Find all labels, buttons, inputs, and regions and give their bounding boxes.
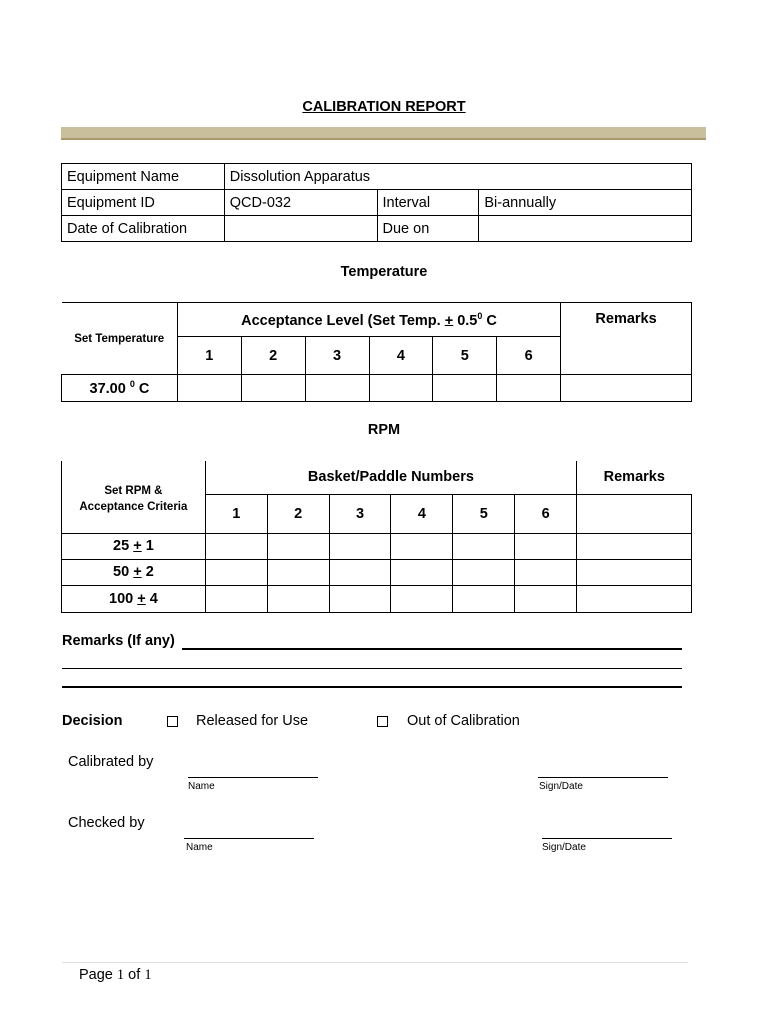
- remarks-line-3[interactable]: [62, 686, 682, 688]
- table-row: [62, 461, 692, 494]
- set-rpm-line2: Acceptance Criteria: [79, 500, 188, 513]
- calibrated-name-line[interactable]: [188, 777, 318, 778]
- basket-paddle-numbers-header: Basket/Paddle Numbers: [205, 461, 576, 494]
- column-header: 6: [515, 494, 577, 533]
- reading-cell[interactable]: [391, 533, 453, 559]
- interval-value: Bi-annually: [479, 190, 692, 216]
- header-band: [61, 127, 706, 140]
- out-of-calibration-checkbox[interactable]: [377, 716, 388, 727]
- set-temperature-value: [62, 375, 178, 402]
- reading-cell[interactable]: [515, 585, 577, 612]
- column-header: 2: [267, 494, 329, 533]
- remarks-header: Remarks: [577, 461, 692, 494]
- temperature-table: [61, 302, 692, 402]
- reading-cell[interactable]: [433, 375, 497, 402]
- degree-sup: 0: [477, 310, 483, 321]
- reading-cell[interactable]: [453, 585, 515, 612]
- remarks-cell[interactable]: [561, 375, 692, 402]
- reading-cell[interactable]: [329, 533, 391, 559]
- released-label: Released for Use: [196, 713, 309, 729]
- rpm-tolerance: 1: [141, 538, 154, 554]
- footer-divider: [62, 962, 688, 963]
- column-header: 4: [369, 337, 433, 375]
- column-header: 3: [305, 337, 369, 375]
- rpm-tolerance: 2: [141, 564, 154, 580]
- checked-name-caption: Name: [186, 842, 213, 853]
- page-current: 1: [116, 967, 125, 983]
- reading-cell[interactable]: [267, 585, 329, 612]
- column-header: 5: [433, 337, 497, 375]
- reading-cell[interactable]: [391, 559, 453, 585]
- column-header: 1: [205, 494, 267, 533]
- acceptance-label: Acceptance Level (Set Temp.: [241, 312, 445, 329]
- reading-cell[interactable]: [205, 585, 267, 612]
- table-row: [62, 375, 692, 402]
- reading-cell[interactable]: [267, 559, 329, 585]
- reading-cell[interactable]: [205, 559, 267, 585]
- column-header: 4: [391, 494, 453, 533]
- table-row: [62, 216, 692, 242]
- rpm-setpoint: [62, 533, 206, 559]
- plus-minus-sign: +: [444, 312, 454, 329]
- remarks-cell[interactable]: [577, 585, 692, 612]
- reading-cell[interactable]: [241, 375, 305, 402]
- degree-sup: 0: [129, 379, 135, 390]
- rpm-base: 25: [113, 538, 134, 554]
- column-header: 6: [497, 337, 561, 375]
- acceptance-value: 0.5: [453, 312, 478, 329]
- column-header: 3: [329, 494, 391, 533]
- table-row: [62, 164, 692, 190]
- set-rpm-header: [62, 461, 206, 533]
- rpm-base: 50: [113, 564, 134, 580]
- equipment-info-table: [61, 163, 692, 242]
- acceptance-unit: C: [482, 312, 497, 329]
- reading-cell[interactable]: [369, 375, 433, 402]
- released-checkbox[interactable]: [167, 716, 178, 727]
- temperature-number: 37.00: [89, 380, 130, 397]
- reading-cell[interactable]: [453, 559, 515, 585]
- temperature-unit: C: [134, 380, 150, 397]
- reading-cell[interactable]: [329, 559, 391, 585]
- page-of: of: [124, 967, 145, 983]
- remarks-label: Remarks (If any): [62, 633, 175, 649]
- interval-label: Interval: [377, 190, 479, 216]
- out-of-calibration-label: Out of Calibration: [407, 713, 520, 729]
- reading-cell[interactable]: [205, 533, 267, 559]
- rpm-setpoint: [62, 559, 206, 585]
- column-header: 1: [177, 337, 241, 375]
- table-row: [62, 585, 692, 612]
- plus-minus-sign: +: [137, 590, 146, 607]
- set-rpm-line1: Set RPM &: [104, 484, 163, 497]
- reading-cell[interactable]: [305, 375, 369, 402]
- remarks-line-1[interactable]: [182, 648, 682, 650]
- reading-cell[interactable]: [329, 585, 391, 612]
- calibrated-sign-line[interactable]: [538, 777, 668, 778]
- table-row: [62, 303, 692, 337]
- temperature-heading: Temperature: [340, 264, 428, 280]
- table-row: [62, 533, 692, 559]
- equipment-name-label: Equipment Name: [62, 164, 225, 190]
- rpm-table: [61, 461, 692, 613]
- equipment-id-label: Equipment ID: [62, 190, 225, 216]
- remarks-cell[interactable]: [577, 559, 692, 585]
- acceptance-level-header: [177, 303, 560, 337]
- calibrated-name-caption: Name: [188, 781, 215, 792]
- rpm-tolerance: 4: [145, 590, 158, 607]
- due-on-label: Due on: [377, 216, 479, 242]
- checked-by-label: Checked by: [68, 815, 145, 831]
- calibrated-by-label: Calibrated by: [68, 754, 154, 770]
- rpm-base: 100: [109, 590, 138, 607]
- reading-cell[interactable]: [515, 559, 577, 585]
- set-temperature-header: Set Temperature: [62, 303, 178, 375]
- page-prefix: Page: [79, 967, 117, 983]
- reading-cell[interactable]: [267, 533, 329, 559]
- page-total: 1: [144, 967, 152, 983]
- rpm-setpoint: [62, 585, 206, 612]
- checked-sign-caption: Sign/Date: [542, 842, 586, 853]
- rpm-heading: RPM: [367, 422, 401, 438]
- column-header: 2: [241, 337, 305, 375]
- table-row: [62, 559, 692, 585]
- due-on-value: [479, 216, 692, 242]
- column-header: 5: [453, 494, 515, 533]
- reading-cell[interactable]: [391, 585, 453, 612]
- checked-sign-line[interactable]: [542, 838, 672, 839]
- reading-cell[interactable]: [497, 375, 561, 402]
- reading-cell[interactable]: [515, 533, 577, 559]
- checked-name-line[interactable]: [184, 838, 314, 839]
- page-number: [79, 967, 152, 984]
- equipment-id-value: QCD-032: [224, 190, 377, 216]
- date-of-calibration-value: [224, 216, 377, 242]
- remarks-header: Remarks: [561, 303, 692, 375]
- table-row: [62, 190, 692, 216]
- plus-minus-sign: +: [133, 564, 142, 580]
- reading-cell[interactable]: [177, 375, 241, 402]
- remarks-line-2[interactable]: [62, 668, 682, 669]
- plus-minus-sign: +: [133, 538, 142, 554]
- reading-cell[interactable]: [453, 533, 515, 559]
- remarks-cell[interactable]: [577, 494, 692, 533]
- report-title: CALIBRATION REPORT: [302, 99, 466, 115]
- calibrated-sign-caption: Sign/Date: [539, 781, 583, 792]
- date-of-calibration-label: Date of Calibration: [62, 216, 225, 242]
- decision-label: Decision: [62, 713, 123, 729]
- remarks-cell[interactable]: [577, 533, 692, 559]
- equipment-name-value: Dissolution Apparatus: [224, 164, 691, 190]
